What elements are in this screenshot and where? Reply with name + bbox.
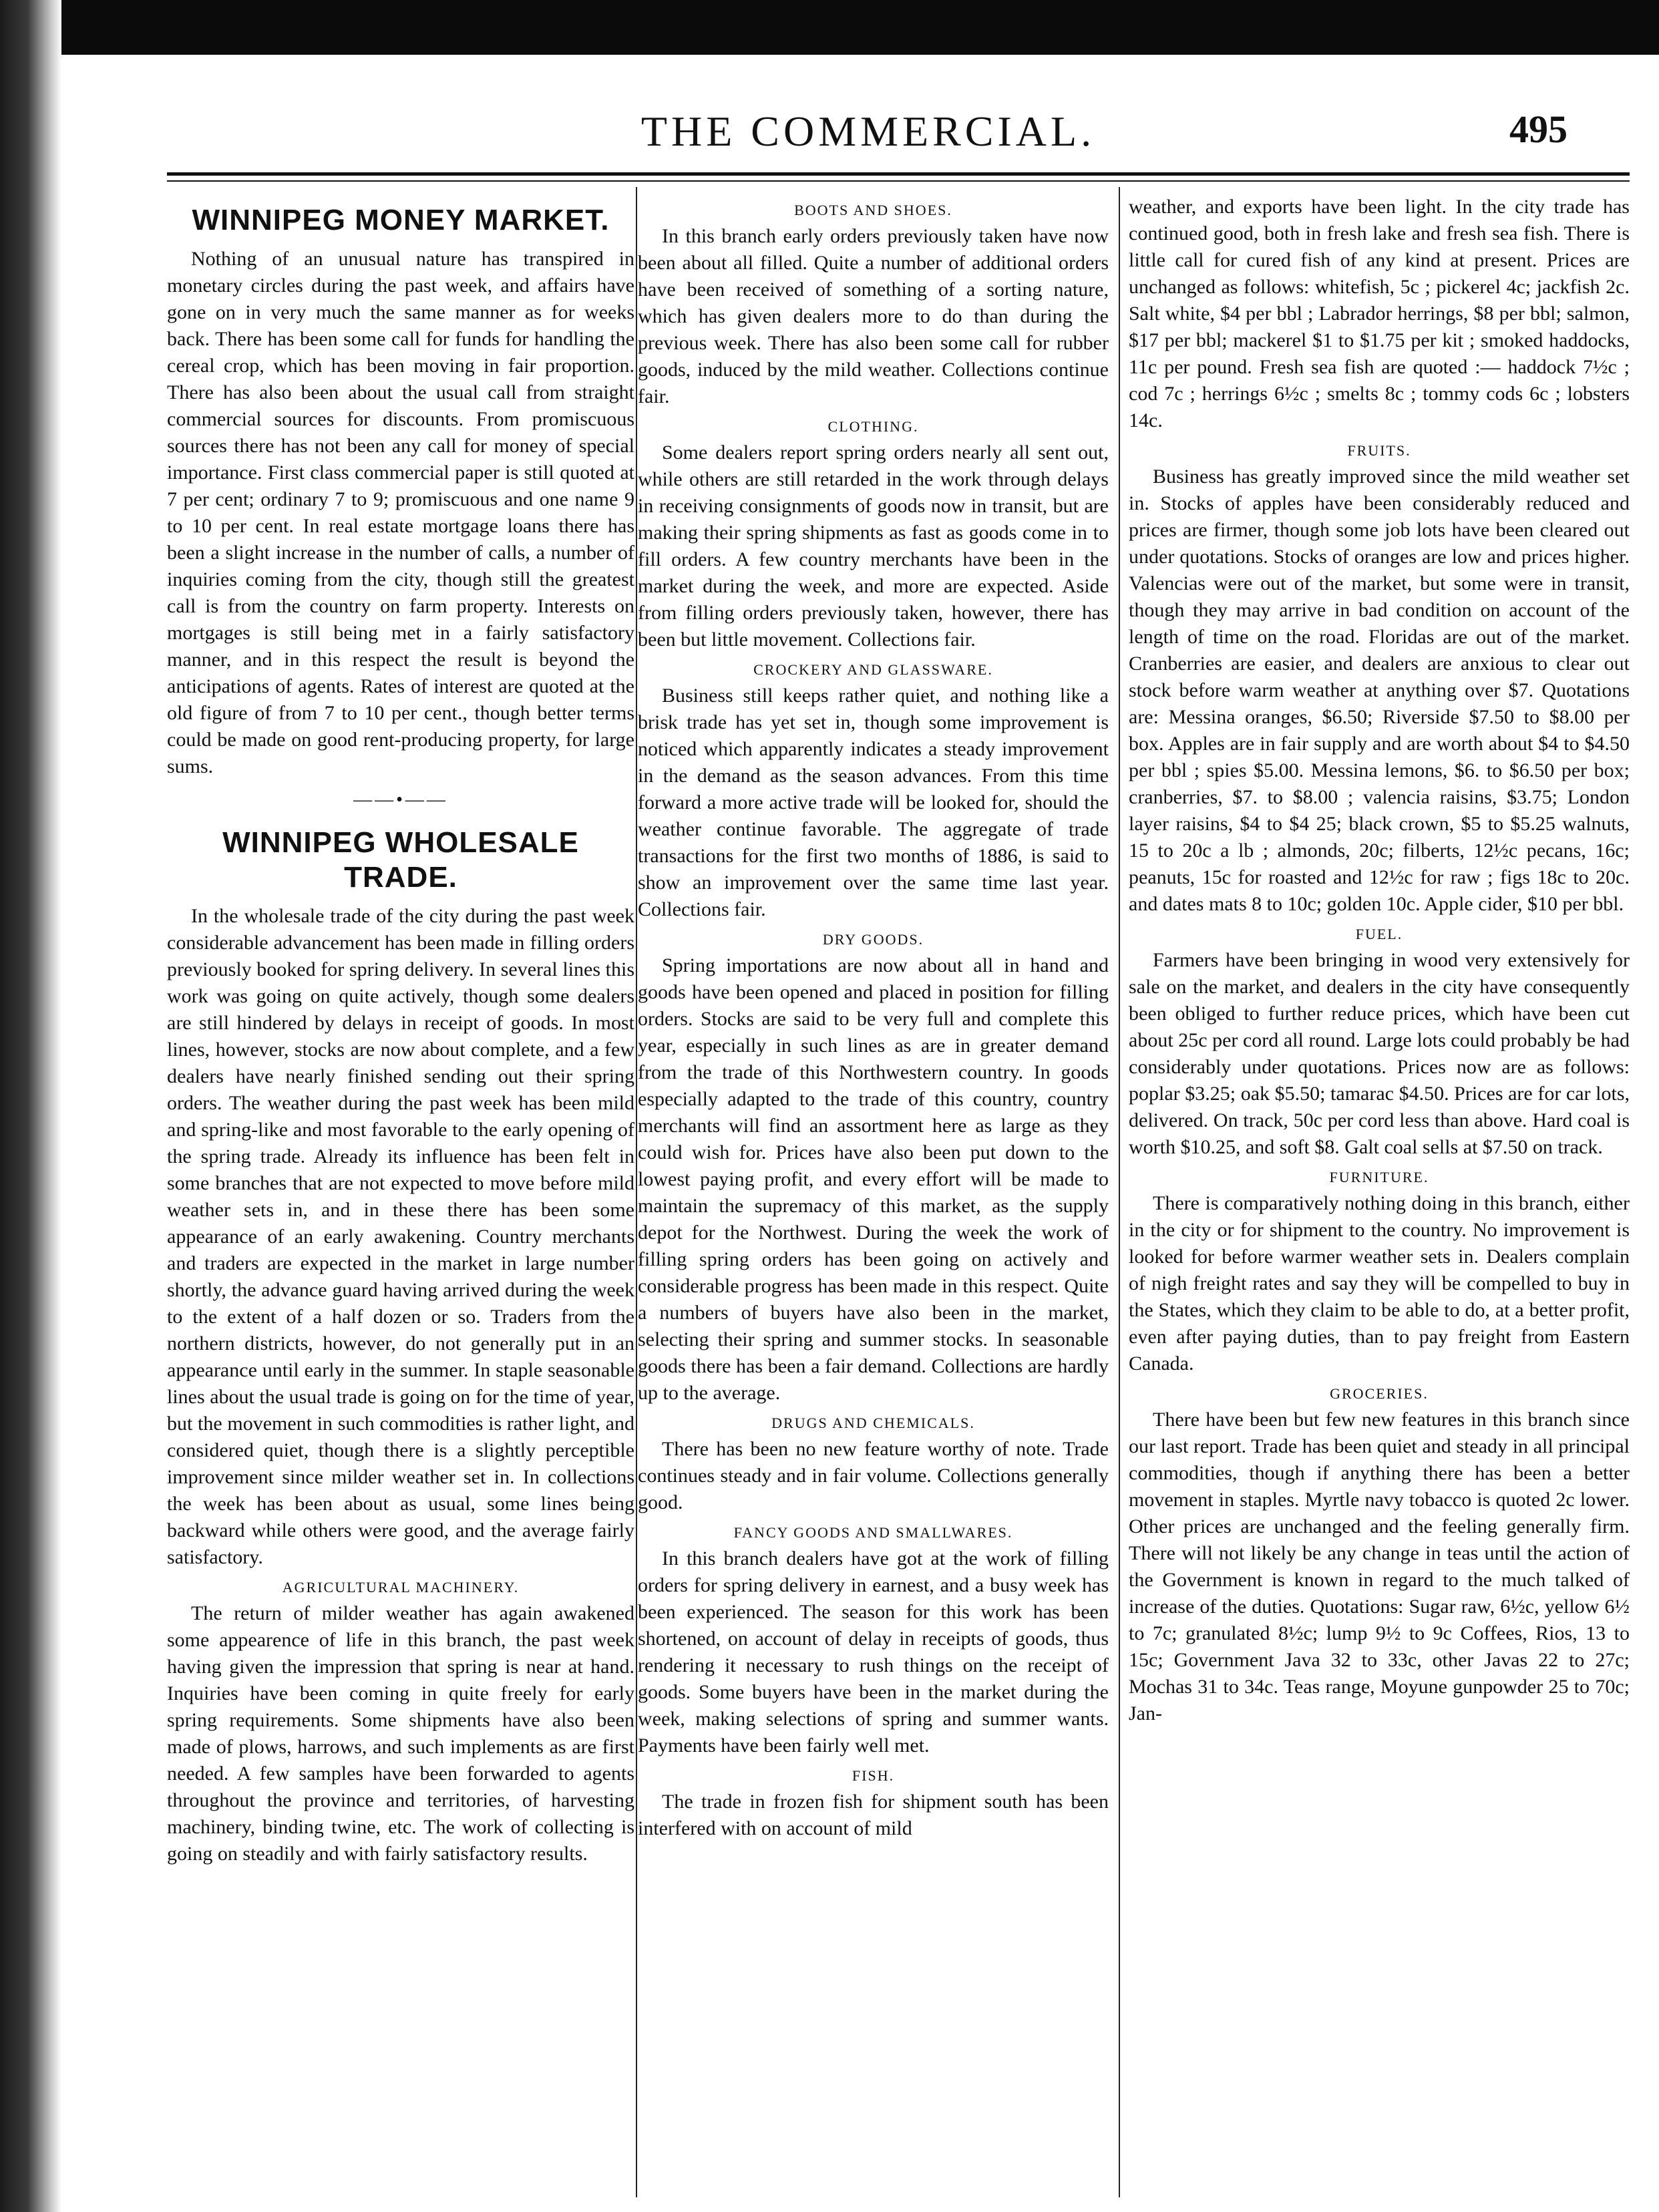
column-1 <box>167 194 634 2191</box>
subheading-fish: FISH. <box>852 1767 895 1784</box>
article-paragraph: There is comparatively nothing doing in this branch, either in the city or for shipment to the country. No improvement is looked for before warmer weather sets in. Dealers complain of nigh freight rates and say they will be compelled to buy in the States, which they claim to be able to do, at a better profit, even after paying duties, than to pay freight from Eastern Canada. <box>1129 1192 1630 1374</box>
page-number: 495 <box>1509 108 1568 151</box>
column-3 <box>1129 194 1630 2191</box>
column-divider <box>636 187 637 2197</box>
subheading-agricultural-machinery: AGRICULTURAL MACHINERY. <box>282 1579 520 1596</box>
subheading-boots-shoes: BOOTS AND SHOES. <box>794 202 952 218</box>
article-paragraph-continued: weather, and exports have been light. In the city trade has continued good, both in fresh lake and fresh sea fish. There is little call for cured fish of any kind at present. Prices are unchanged as follows: whitefish, 5c ; pickerel 4c; jackfish 2c. Salt white, $4 per bbl ; Labrador herrings, $8 per bbl; salmon, $17 per bbl; mackerel $1 to $1.75 per kit ; smoked haddocks, 11c per pound. Fresh sea fish are quoted :— haddock 7½c ; cod 7c ; herrings 6½c ; smelts 8c ; tommy cods 6c ; lobsters 14c. <box>1129 196 1630 431</box>
article-paragraph: Spring importations are now about all in hand and goods have been opened and placed in position for filling orders. Stocks are said to be very full and complete this year, especially in such lines as are in greater demand from the trade of this Northwestern country. In goods especially adapted to the trade of this country, country merchants will find an assortment here as large as they could wish for. Prices have also been put down to the lowest paying profit, and every effort will be made to maintain the supremacy of this market, as the supply depot for the Northwest. During the week the work of filling spring orders has been going on actively and considerable progress has been made in this respect. Quite a numbers of buyers have also been in the market, selecting their spring and summer stocks. In seasonable goods there has been a fair demand. Collections are hardly up to the average. <box>638 954 1109 1404</box>
page-title: THE COMMERCIAL. <box>640 108 1096 155</box>
article-paragraph: There have been but few new features in this branch since our last report. Trade has been quiet and steady in all principal commodities, though if anything there has been a better movement in staples. Myrtle navy tobacco is quoted 2c lower. Other prices are unchanged and the feeling generally firm. There will not likely be any change in teas until the action of the Government is known in regard to the much talked of increase of the duties. Quotations: Sugar raw, 6½c, yellow 6½ to 7c; granulated 8½c; lump 9½ to 9c Coffees, Rios, 13 to 15c; Government Java 32 to 33c, other Javas 22 to 27c; Mochas 31 to 34c. Teas range, Moyune gunpowder 25 to 70c; Jan- <box>1129 1409 1630 1724</box>
scan-left-edge <box>0 0 61 2212</box>
subheading-crockery: CROCKERY AND GLASSWARE. <box>753 661 993 678</box>
subheading-clothing: CLOTHING. <box>827 418 919 435</box>
article-paragraph: Nothing of an unusual nature has transpired in monetary circles during the past week, and affairs have gone on in very much the same manner as for weeks back. There has been some call for funds for handling the cereal crop, which has been moving in fair proportion. There has also been about the usual call from straight commercial sources for discounts. From promiscuous sources there has not been any call for money of special importance. First class commercial paper is still quoted at 7 per cent; ordinary 7 to 9; promiscuous and one name 9 to 10 per cent. In real estate mortgage loans there has been a slight increase in the number of calls, a number of inquiries coming from the city, though still the greatest call is from the country on farm property. Interests on mortgages is still being met in a fairly satisfactory manner, and in this respect the result is beyond the anticipations of agents. Rates of interest are quoted at the old figure of from 7 to 10 per cent., though better terms could be made on good rent-producing property, for large sums. <box>167 248 634 777</box>
article-paragraph: Business still keeps rather quiet, and nothing like a brisk trade has yet set in, though some improvement is noticed which apparently indicates a steady improvement in the demand as the season advances. From this time forward a more active trade will be looked for, should the weather continue favorable. The aggregate of trade transactions for the first two months of 1886, is said to show an improvement over the same time last year. Collections fair. <box>638 685 1109 920</box>
article-paragraph: In the wholesale trade of the city during the past week considerable advancement has been made in filling orders previously booked for spring delivery. In several lines this work was going on quite actively, though some dealers are still hindered by delays in receipt of goods. In most lines, however, stocks are now about complete, and a few dealers have nearly finished sending out their spring orders. The weather during the past week has been mild and spring-like and most favorable to the early opening of the spring trade. Already its influence has been felt in some branches that are not expected to move before mild weather sets in, and in these there has been some appearance of an early awakening. Country merchants and traders are expected in the market in large number shortly, the advance guard having arrived during the week to the extent of a half dozen or so. Traders from the northern districts, however, do not generally put in an appearance until early in the summer. In staple seasonable lines about the usual trade is going on for the time of year, but the movement in such commodities is rather light, and considered quiet, though there is a slightly perceptible improvement since milder weather set in. In collections the week has been about as usual, some lines being backward while others were good, and the average fairly satisfactory. <box>167 905 634 1568</box>
article-paragraph: Farmers have been bringing in wood very extensively for sale on the market, and dealers in the city have consequently been obliged to further reduce prices, which have been cut about 25c per cord all round. Large lots could probably be had considerably under quotations. Prices now are as follows: poplar $3.25; oak $5.50; tamarac $4.50. Prices are for car lots, delivered. On track, 50c per cord less than above. Hard coal is worth $10.25, and soft $8. Galt coal sells at $7.50 on track. <box>1129 949 1630 1158</box>
scan-top-border <box>0 0 1659 55</box>
column-2 <box>638 194 1109 2191</box>
section-title-money-market: WINNIPEG MONEY MARKET. <box>192 204 610 236</box>
header-rule-thin <box>167 180 1630 182</box>
section-divider: ——•—— <box>353 789 448 810</box>
section-title-wholesale-trade: WINNIPEG WHOLESALE TRADE. <box>222 826 579 894</box>
subheading-fancy-goods: FANCY GOODS AND SMALLWARES. <box>733 1524 1013 1541</box>
subheading-groceries: GROCERIES. <box>1330 1385 1429 1402</box>
header-rule <box>167 172 1630 176</box>
subheading-drugs: DRUGS AND CHEMICALS. <box>771 1415 975 1431</box>
subheading-dry-goods: DRY GOODS. <box>822 931 924 948</box>
article-paragraph: In this branch dealers have got at the work of filling orders for spring delivery in earnest, and a busy week has been experienced. The season for this work has been shortened, on account of delay in receipts of goods, thus rendering it necessary to rush things on the receipt of goods. Some buyers have been in the market during the week, making selections of spring and summer wants. Payments have been fairly well met. <box>638 1547 1109 1757</box>
subheading-fruits: FRUITS. <box>1347 442 1411 459</box>
column-divider <box>1119 187 1120 2197</box>
subheading-fuel: FUEL. <box>1355 926 1403 942</box>
article-paragraph: The return of milder weather has again awakened some appearence of life in this branch, the past week having given the impression that spring is near at hand. Inquiries have been coming in quite freely for early spring requirements. Some shipments have also been made of plows, harrows, and such implements as are first needed. A few samples have been forwarded to agents throughout the province and territories, of harvesting machinery, binding twine, etc. The work of collecting is going on steadily and with fairly satisfactory results. <box>167 1602 634 1865</box>
article-paragraph: The trade in frozen fish for shipment south has been interfered with on account of mild <box>638 1791 1109 1839</box>
subheading-furniture: FURNITURE. <box>1329 1169 1429 1185</box>
article-paragraph: Business has greatly improved since the mild weather set in. Stocks of apples have been considerably reduced and prices are firmer, though some job lots have been cleared out under quotations. Stocks of oranges are low and prices higher. Valencias were out of the market, but some were in transit, though they may arrive in bad condition on account of the length of time on the road. Floridas are out of the market. Cranberries are easier, and dealers are anxious to clear out stock before warm weather at anything over $7. Quotations are: Messina oranges, $6.50; Riverside $7.50 to $8.00 per box. Apples are in fair supply and are worth about $4 to $4.50 per bbl ; spies $5.00. Messina lemons, $6. to $6.50 per box; cranberries, $7. to $8.00 ; valencia raisins, $3.75; London layer raisins, $4 to $4 25; black crown, $5 to $5.25 walnuts, 15 to 20c a lb ; almonds, 20c; filberts, 12½c pecans, 16c; peanuts, 15c for roasted and 12½c for raw ; figs 18c to 20c. and dates mats 8 to 10c; golden 10c. Apple cider, $10 per bbl. <box>1129 466 1630 915</box>
article-paragraph: Some dealers report spring orders nearly all sent out, while others are still retarded in the work through delays in receiving consignments of goods now in transit, but are making their spring shipments as fast as goods come in to fill orders. A few country merchants have been in the market during the week, and more are expected. Aside from filling orders previously taken, however, there has been but little movement. Collections fair. <box>638 441 1109 651</box>
article-paragraph: In this branch early orders previously taken have now been about all filled. Quite a number of additional orders have been received of something of a sorting nature, which has given dealers more to do than during the previous week. There has also been some call for rubber goods, induced by the mild weather. Collections continue fair. <box>638 225 1109 407</box>
article-paragraph: There has been no new feature worthy of note. Trade continues steady and in fair volume. Collections generally good. <box>638 1438 1109 1513</box>
